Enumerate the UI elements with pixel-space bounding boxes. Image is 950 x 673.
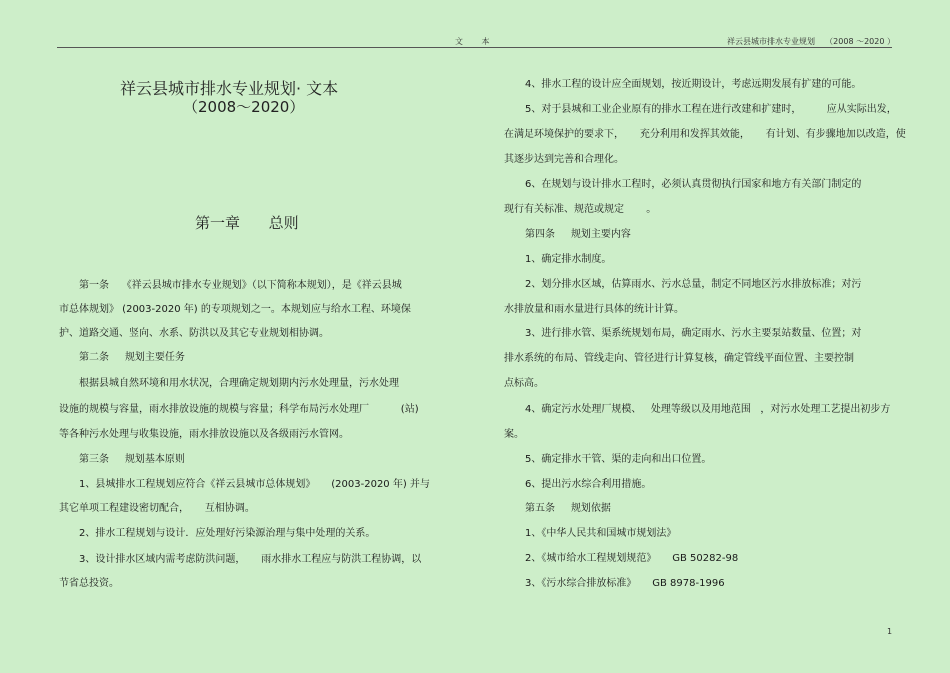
document-title: 祥云县城市排水专业规划· 文本 bbox=[120, 79, 339, 98]
right-text-line: 3、《污水综合排放标准》 GB 8978-1996 bbox=[525, 578, 725, 589]
chapter-heading: 第一章 总则 bbox=[195, 214, 299, 232]
left-text-line: 设施的规模与容量，雨水排放设施的规模与容量；科学布局污水处理厂 (站) bbox=[59, 404, 419, 415]
header-divider bbox=[57, 47, 892, 48]
left-text-line: 第一条 《祥云县城市排水专业规划》（以下简称本规划），是《祥云县城 bbox=[79, 280, 402, 291]
right-text-line: 6、在规划与设计排水工程时，必须认真贯彻执行国家和地方有关部门制定的 bbox=[525, 179, 862, 190]
right-text-line: 5、对于县城和工业企业原有的排水工程在进行改建和扩建时， 应从实际出发， bbox=[525, 104, 897, 115]
left-text-line: 等各种污水处理与收集设施，雨水排放设施以及各级雨污水管网。 bbox=[59, 429, 349, 440]
right-text-line: 其逐步达到完善和合理化。 bbox=[504, 154, 624, 165]
right-text-line: 4、排水工程的设计应全面规划，按近期设计，考虑远期发展有扩建的可能。 bbox=[525, 79, 862, 90]
left-text-line: 2、排水工程规划与设计．应处理好污染源治理与集中处理的关系。 bbox=[79, 528, 376, 539]
right-text-line: 排水系统的布局、管线走向、管径进行计算复核，确定管线平面位置、主要控制 bbox=[504, 353, 854, 364]
right-text-line: 5、确定排水干管、渠的走向和出口位置。 bbox=[525, 454, 712, 465]
right-article-heading: 第四条 规划主要内容 bbox=[525, 229, 631, 240]
left-text-line: 其它单项工程建设密切配合， 互相协调。 bbox=[59, 503, 255, 514]
right-text-line: 1、《中华人民共和国城市规划法》 bbox=[525, 528, 677, 539]
right-text-line: 4、确定污水处理厂规模、 处理等级以及用地范围 ，对污水处理工艺提出初步方 bbox=[525, 404, 891, 415]
right-text-line: 在满足环境保护的要求下， 充分利用和发挥其效能， 有计划、有步骤地加以改造，使 bbox=[504, 129, 906, 140]
right-text-line: 案。 bbox=[504, 429, 524, 440]
header-section-label: 文 本 bbox=[455, 37, 498, 46]
right-text-line: 3、进行排水管、渠系统规划布局，确定雨水、污水主要泵站数量、位置；对 bbox=[525, 328, 862, 339]
left-text-line: 市总体规划》 (2003-2020 年) 的专项规划之一。本规划应与给水工程、环境保 bbox=[59, 304, 411, 315]
left-article-heading: 第三条 规划基本原则 bbox=[79, 454, 185, 465]
right-text-line: 2、《城市给水工程规划规范》 GB 50282-98 bbox=[525, 553, 739, 564]
document-subtitle: （2008～2020） bbox=[183, 98, 305, 116]
left-text-line: 根据县城自然环境和用水状况，合理确定规划期内污水处理量，污水处理 bbox=[79, 378, 399, 389]
right-text-line: 1、确定排水制度。 bbox=[525, 254, 612, 265]
header-document-title: 祥云县城市排水专业规划 （2008 ～2020 ） bbox=[727, 37, 895, 46]
left-text-line: 节省总投资。 bbox=[59, 578, 119, 589]
right-text-line: 水排放量和雨水量进行具体的统计计算。 bbox=[504, 304, 684, 315]
left-text-line: 1、县城排水工程规划应符合《祥云县城市总体规划》 (2003-2020 年) 并与 bbox=[79, 479, 430, 490]
page-number: 1 bbox=[887, 627, 893, 636]
right-text-line: 点标高。 bbox=[504, 378, 544, 389]
right-text-line: 现行有关标准、规范或规定 。 bbox=[504, 204, 657, 215]
left-text-line: 3、设计排水区域内需考虑防洪问题， 雨水排水工程应与防洪工程协调，以 bbox=[79, 554, 422, 565]
right-text-line: 2、划分排水区域，估算雨水、污水总量，制定不同地区污水排放标准；对污 bbox=[525, 279, 862, 290]
left-text-line: 护、道路交通、竖向、水系、防洪以及其它专业规划相协调。 bbox=[59, 328, 329, 339]
left-article-heading: 第二条 规划主要任务 bbox=[79, 352, 185, 363]
right-article-heading: 第五条 规划依据 bbox=[525, 503, 611, 514]
right-text-line: 6、提出污水综合利用措施。 bbox=[525, 479, 652, 490]
